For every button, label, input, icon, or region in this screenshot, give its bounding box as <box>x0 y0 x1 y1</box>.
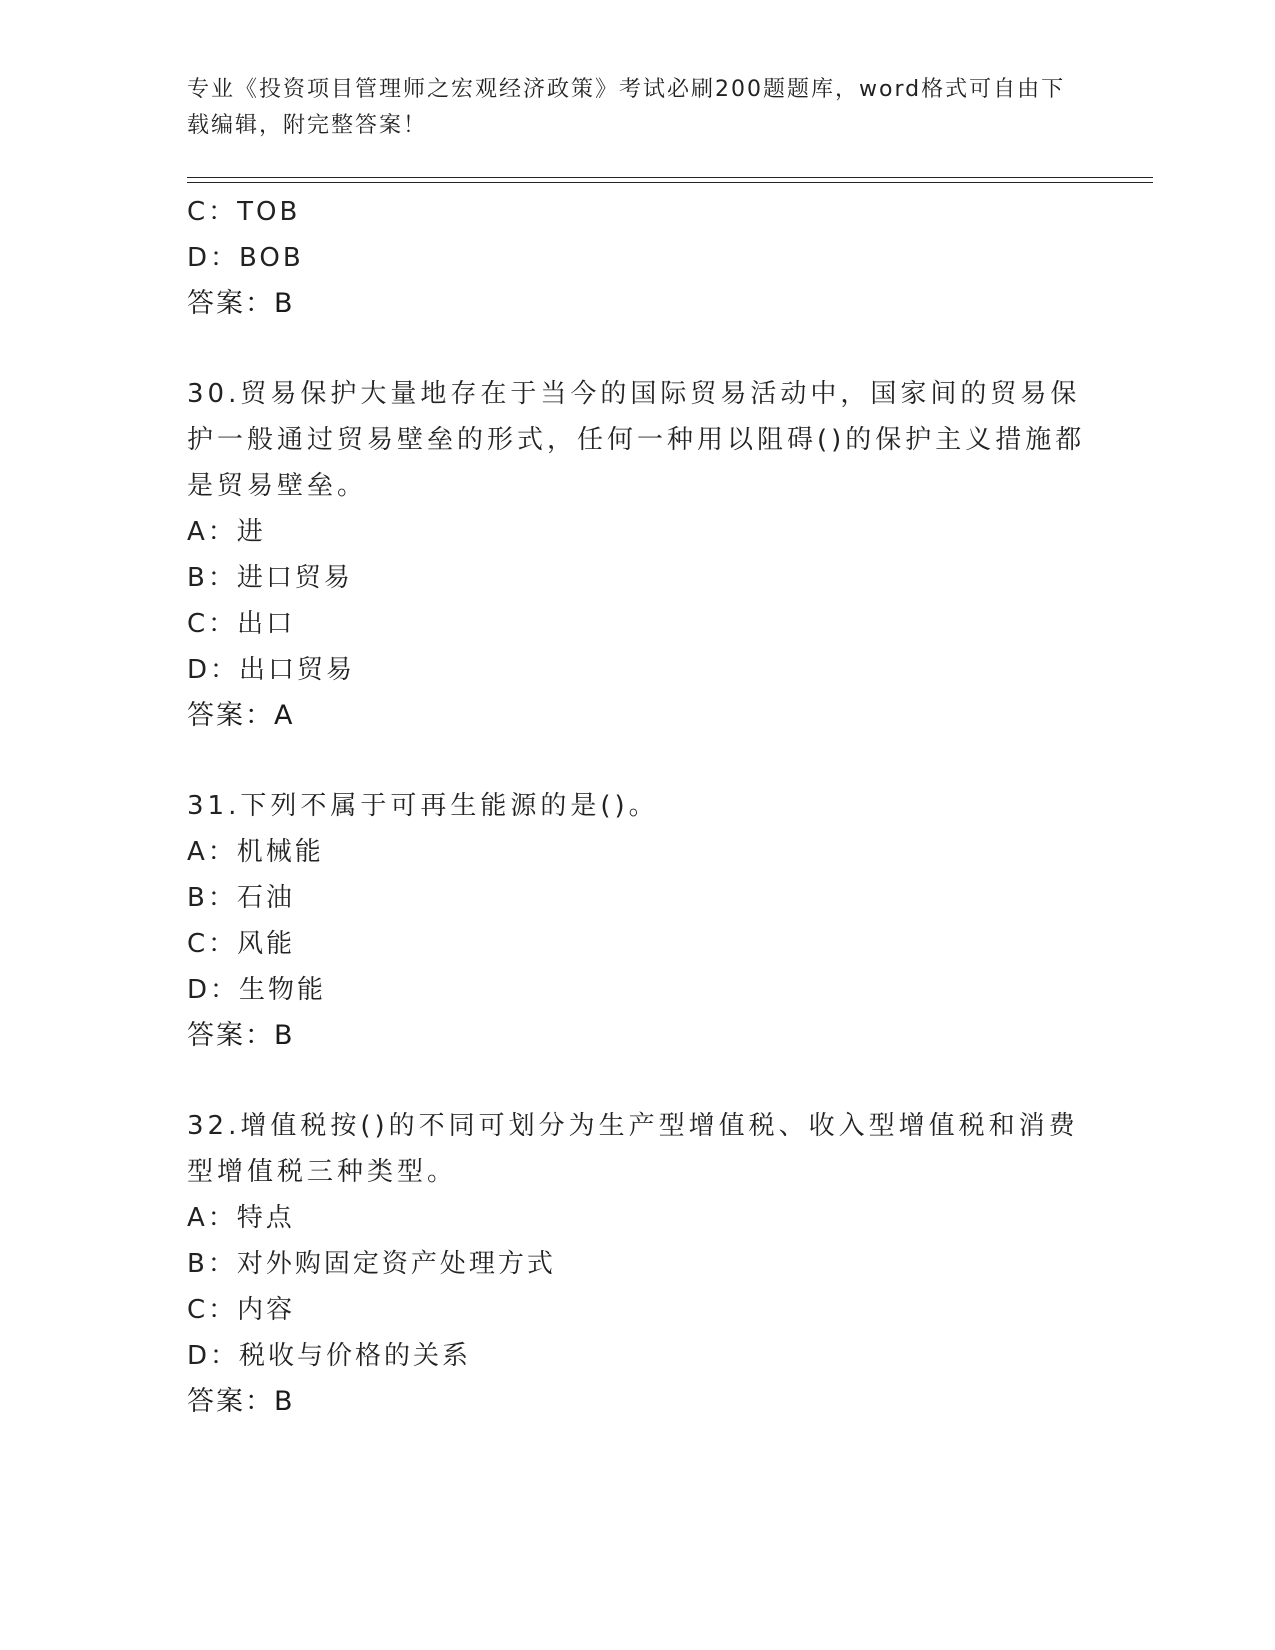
question-32 <box>187 1103 1087 1425</box>
header-divider-bottom <box>187 182 1153 183</box>
option-c: C：内容 <box>187 1295 296 1325</box>
question-list <box>187 189 1087 1425</box>
question-31 <box>187 783 1087 1059</box>
option-c: C：风能 <box>187 929 296 959</box>
option-a: A：机械能 <box>187 837 324 867</box>
header-divider-top <box>187 177 1153 178</box>
option-d: D：BOB <box>187 243 304 273</box>
option-c: C：TOB <box>187 197 301 227</box>
question-stem: 32.增值税按()的不同可划分为生产型增值税、收入型增值税和消费型增值税三种类型。 <box>187 1111 1079 1187</box>
option-a: A：进 <box>187 517 266 547</box>
option-c: C：出口 <box>187 609 296 639</box>
option-a: A：特点 <box>187 1203 295 1233</box>
partial-question <box>187 189 1087 327</box>
option-b: B：进口贸易 <box>187 563 353 593</box>
option-d: D：生物能 <box>187 975 327 1005</box>
option-b: B：石油 <box>187 883 295 913</box>
question-stem: 30.贸易保护大量地存在于当今的国际贸易活动中，国家间的贸易保护一般通过贸易壁垒的形式，任何一种用以阻碍()的保护主义措施都是贸易壁垒。 <box>187 379 1086 501</box>
document-header: 专业《投资项目管理师之宏观经济政策》考试必刷200题题库，word格式可自由下载编辑，附完整答案！ <box>187 77 1066 138</box>
option-d: D：税收与价格的关系 <box>187 1341 472 1371</box>
answer: 答案：B <box>187 1386 295 1417</box>
answer: 答案：B <box>187 288 295 319</box>
question-stem: 31.下列不属于可再生能源的是()。 <box>187 791 659 821</box>
answer: 答案：A <box>187 700 295 731</box>
answer: 答案：B <box>187 1020 295 1051</box>
option-b: B：对外购固定资产处理方式 <box>187 1249 556 1279</box>
option-d: D：出口贸易 <box>187 655 356 685</box>
question-30 <box>187 371 1087 739</box>
